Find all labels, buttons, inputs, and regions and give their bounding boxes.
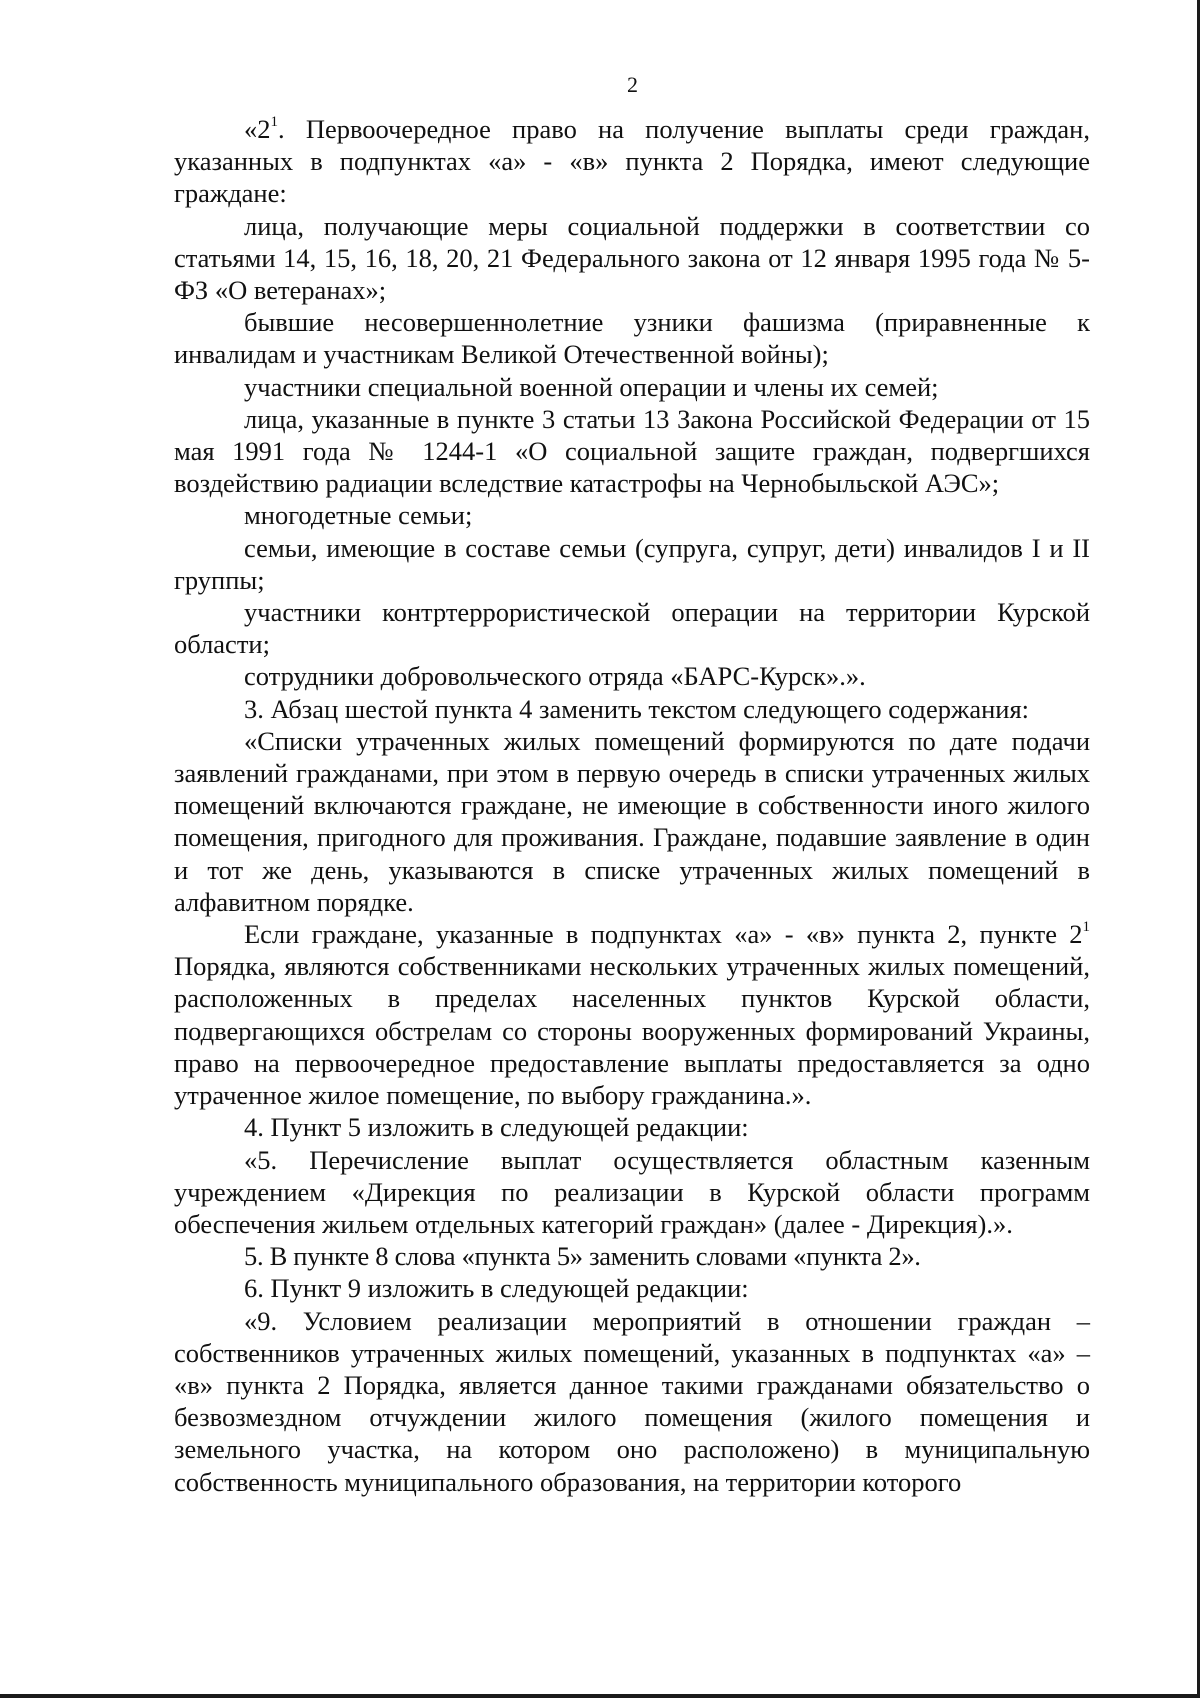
paragraph-payments-transfer: «5. Перечисление выплат осуществляется областным казенным учреждением «Дирекция по реализации в Курской области программ обеспечения жильем отдельных категорий граждан» (далее - Дирекция).». (174, 1144, 1090, 1239)
paragraph-multiple-owners (174, 918, 1090, 1111)
paragraph-former-prisoners: бывшие несовершеннолетние узники фашизма (приравненные к инвалидам и участникам Великой Отечественной войны); (174, 307, 1090, 370)
paragraph-lists-formation: «Списки утраченных жилых помещений формируются по дате подачи заявлений гражданами, при этом в первую очередь в списки утраченных жилых помещений включаются граждане, не имеющие в собственности иного жилого помещения, пригодного для проживания. Граждане, подавшие заявление в один и тот же день, указываются в списке утраченных жилых помещений в алфавитном порядке. (174, 725, 1090, 917)
paragraph-item-5: 5. В пункте 8 слова «пункта 5» заменить словами «пункта 2». (244, 1241, 921, 1272)
paragraph-disabled-families: семьи, имеющие в составе семьи (супруга, супруг, дети) инвалидов I и II группы; (174, 532, 1090, 595)
document-body (174, 113, 1090, 1498)
superscript: 1 (1082, 919, 1090, 936)
paragraph-text: Порядка, являются собственниками нескольких утраченных жилых помещений, расположенных в пределах населенных пунктов Курской области, подвергающихся обстрелам со стороны вооруженных формирований Украины, право на первоочередное предоставление выплаты предоставляется за одно утраченное жилое помещение, по выбору гражданина.». (174, 951, 1090, 1111)
superscript: 1 (270, 114, 278, 131)
paragraph-bars-kursk: сотрудники добровольческого отряда «БАРС-Курск».». (244, 661, 866, 692)
page-number: 2 (627, 72, 638, 97)
paragraph-priority-right (174, 113, 1090, 210)
paragraph-text: «2 (244, 114, 271, 144)
paragraph-cto-participants: участники контртеррористической операции на территории Курской области; (174, 597, 1090, 660)
paragraph-text: . Первоочередное право на получение выплаты среди граждан, указанных в подпунктах «а» - «в» пункта 2 Порядка, имеют следующие граждане: (174, 114, 1090, 209)
paragraph-chernobyl: лица, указанные в пункте 3 статьи 13 Закона Российской Федерации от 15 мая 1991 года № 1244-1 «О социальной защите граждан, подвергшихся воздействию радиации вследствие катастрофы на Чернобыльской АЭС»; (174, 403, 1090, 499)
paragraph-item-4: 4. Пункт 5 изложить в следующей редакции: (244, 1112, 749, 1143)
paragraph-item-6: 6. Пункт 9 изложить в следующей редакции: (244, 1273, 749, 1304)
paragraph-veterans: лица, получающие меры социальной поддержки в соответствии со статьями 14, 15, 16, 18, 20, 21 Федерального закона от 12 января 1995 года № 5-ФЗ «О ветеранах»; (174, 210, 1090, 306)
paragraph-text: Если граждане, указанные в подпунктах «а» - «в» пункта 2, пункте 2 (244, 919, 1083, 950)
paragraph-svo-participants: участники специальной военной операции и члены их семей; (244, 371, 939, 402)
paragraph-large-families: многодетные семьи; (244, 500, 473, 531)
paragraph-condition: «9. Условием реализации мероприятий в отношении граждан – собственников утраченных жилых помещений, указанных в подпунктах «а» – «в» пункта 2 Порядка, является данное такими гражданами обязательство о безвозмездном отчуждении жилого помещения (жилого помещения и земельного участка, на котором оно расположено) в муниципальную собственность муниципального образования, на территории которого (174, 1305, 1090, 1497)
paragraph-item-3: 3. Абзац шестой пункта 4 заменить текстом следующего содержания: (244, 693, 1030, 724)
scan-edge-bottom (0, 1694, 1200, 1698)
